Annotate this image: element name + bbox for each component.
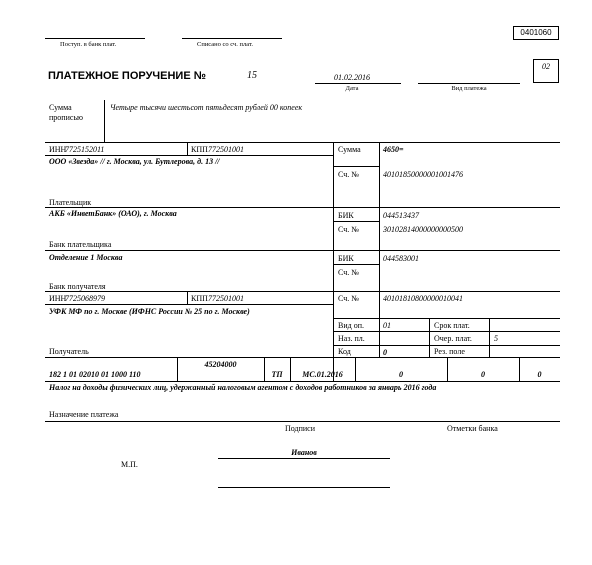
payer-inn-label: ИНН	[49, 145, 67, 154]
grid-line	[187, 142, 188, 155]
grid-line	[333, 318, 560, 319]
document-number: 15	[247, 70, 257, 81]
payer-bank-account-label: Сч. №	[338, 225, 359, 234]
recipient-account-label: Сч. №	[338, 294, 359, 303]
reserve-label: Рез. поле	[434, 347, 465, 356]
stamp-label: М.П.	[121, 460, 138, 469]
recipient-kpp: 772501001	[208, 294, 244, 303]
purpose-text: Налог на доходы физических лиц, удержанный налоговым агентом с доходов работников за январь 2016 года	[49, 383, 437, 392]
code-value: 0	[383, 348, 387, 357]
grid-line	[45, 142, 560, 143]
payer-account-label: Сч. №	[338, 170, 359, 179]
sum-value: 4650=	[383, 145, 404, 154]
signer-name: Иванов	[291, 448, 317, 457]
grid-line	[45, 304, 333, 305]
tax-type: 0	[537, 370, 542, 379]
recipient-inn: 7725068979	[65, 294, 105, 303]
grid-line	[45, 155, 333, 156]
payer-name: ООО «Звезда» // г. Москва, ул. Бутлерова, д. 13 //	[49, 157, 220, 166]
recipient-bank-bik-label: БИК	[338, 254, 354, 263]
payment-type-label: Вид платежа	[451, 85, 487, 92]
debited-label: Списано со сч. плат.	[197, 41, 253, 48]
order-value: 5	[494, 334, 498, 343]
payer-kpp: 772501001	[208, 145, 244, 154]
tax-doc-date: 0	[481, 370, 485, 379]
grid-line	[333, 142, 334, 381]
signature-line-2	[218, 487, 390, 488]
recipient-kpp-label: КПП	[191, 294, 208, 303]
payer-account: 40101850000001001476	[383, 170, 463, 179]
payer-bank-bik: 044513437	[383, 211, 419, 220]
recipient-bank-bik: 044583001	[383, 254, 419, 263]
grid-line	[379, 142, 380, 357]
op-type: 01	[383, 321, 391, 330]
purpose-label: Назначение платежа	[49, 410, 119, 419]
code-label: Код	[338, 347, 351, 356]
tax-kbk: 182 1 01 02010 01 1000 110	[49, 370, 141, 379]
bank-marks-label: Отметки банка	[447, 424, 498, 433]
recipient-name: УФК МФ по г. Москве (ИФНС России № 25 по г. Москве)	[49, 307, 250, 316]
status-code: 02	[542, 62, 550, 71]
tax-doc-number: 0	[399, 370, 403, 379]
grid-line	[333, 166, 379, 167]
recipient-account: 40101810800000010041	[383, 294, 463, 303]
payer-inn: 7725152011	[65, 145, 105, 154]
date-label: Дата	[345, 85, 359, 92]
amount-words-label-2: прописью	[49, 113, 84, 122]
grid-line	[333, 264, 379, 265]
payer-bank-account: 30102814000000000500	[383, 225, 463, 234]
sum-label: Сумма	[338, 145, 361, 154]
tax-oktmo: 45204000	[204, 360, 237, 369]
received-date-line	[45, 38, 145, 39]
payer-kpp-label: КПП	[191, 145, 208, 154]
document-date: 01.02.2016	[334, 73, 370, 82]
grid-line	[429, 318, 430, 357]
recipient-inn-label: ИНН	[49, 294, 67, 303]
signatures-label: Подписи	[285, 424, 316, 433]
recipient-bank-account-label: Сч. №	[338, 268, 359, 277]
document-title: ПЛАТЕЖНОЕ ПОРУЧЕНИЕ №	[48, 70, 206, 82]
grid-line	[45, 421, 560, 422]
debited-date-line	[182, 38, 282, 39]
grid-line	[45, 207, 560, 208]
payer-bank-label: Банк плательщика	[49, 240, 112, 249]
tax-basis: ТП	[271, 370, 283, 379]
payer-label: Плательщик	[49, 198, 92, 207]
grid-line	[45, 357, 560, 358]
grid-line	[333, 331, 560, 332]
received-label: Поступ. в банк плат.	[60, 41, 117, 48]
grid-line	[187, 291, 188, 304]
amount-words-value: Четыре тысячи шестьсот пятьдесят рублей 00 копеек	[110, 103, 303, 112]
form-code: 0401060	[520, 28, 552, 37]
recipient-label: Получатель	[49, 347, 89, 356]
payer-bank-name: АКБ «ИнветБанк» (ОАО), г. Москва	[49, 209, 177, 218]
amount-words-divider	[104, 100, 105, 142]
grid-line	[45, 291, 560, 292]
op-type-label: Вид оп.	[338, 321, 364, 330]
purpose-code-label: Наз. пл.	[338, 334, 365, 343]
grid-line	[333, 221, 379, 222]
grid-line	[45, 250, 560, 251]
grid-line	[333, 345, 560, 346]
order-label: Очер. плат.	[434, 334, 472, 343]
signature-line-1	[218, 458, 390, 459]
tax-period: МС.01.2016	[302, 370, 343, 379]
recipient-bank-name: Отделение 1 Москва	[49, 253, 123, 262]
amount-words-label-1: Сумма	[49, 103, 72, 112]
grid-line	[489, 318, 490, 357]
payer-bank-bik-label: БИК	[338, 211, 354, 220]
grid-line	[45, 381, 560, 382]
term-label: Срок плат.	[434, 321, 470, 330]
recipient-bank-label: Банк получателя	[49, 282, 106, 291]
